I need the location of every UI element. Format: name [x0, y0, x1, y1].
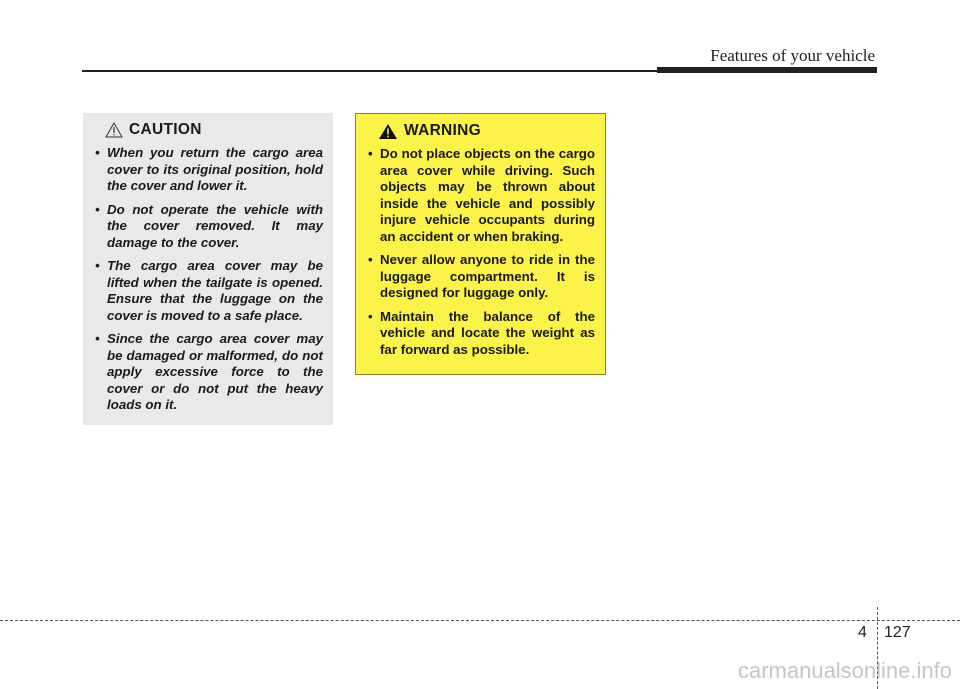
section-title: Features of your vehicle: [710, 46, 875, 65]
caution-list: [95, 145, 323, 414]
chapter-number: 4: [858, 624, 867, 641]
caution-heading-text: CAUTION: [129, 121, 202, 138]
watermark: carmanualsonline.info: [737, 658, 952, 683]
caution-triangle-icon: [105, 122, 123, 138]
warning-heading-text: WARNING: [404, 122, 482, 139]
page-number: 127: [884, 624, 911, 641]
warning-triangle-icon: [378, 123, 398, 140]
warning-item: • Never allow anyone to ride in the luggage compartment. It is designed for luggage only.: [368, 252, 595, 302]
caution-box: [83, 113, 333, 425]
header-divider-accent: [657, 67, 877, 73]
footer-divider: [0, 620, 960, 621]
caution-item: • When you return the cargo area cover to its original position, hold the cover and lower it.: [95, 145, 323, 195]
warning-item: • Do not place objects on the cargo area cover while driving. Such objects may be thrown about inside the vehicle and possibly injure vehicle occupants during an accident or when braking.: [368, 146, 595, 245]
warning-box: [355, 113, 606, 375]
caution-item: • The cargo area cover may be lifted when the tailgate is opened. Ensure that the luggage on the cover is moved to a safe place.: [95, 258, 323, 324]
caution-heading: [105, 121, 323, 139]
caution-item: • Since the cargo area cover may be damaged or malformed, do not apply excessive force to the cover or do not put the heavy loads on it.: [95, 331, 323, 414]
caution-item: • Do not operate the vehicle with the cover removed. It may damage to the cover.: [95, 202, 323, 252]
warning-heading: [378, 122, 595, 140]
warning-list: [368, 146, 595, 358]
warning-item: • Maintain the balance of the vehicle and locate the weight as far forward as possible.: [368, 309, 595, 359]
